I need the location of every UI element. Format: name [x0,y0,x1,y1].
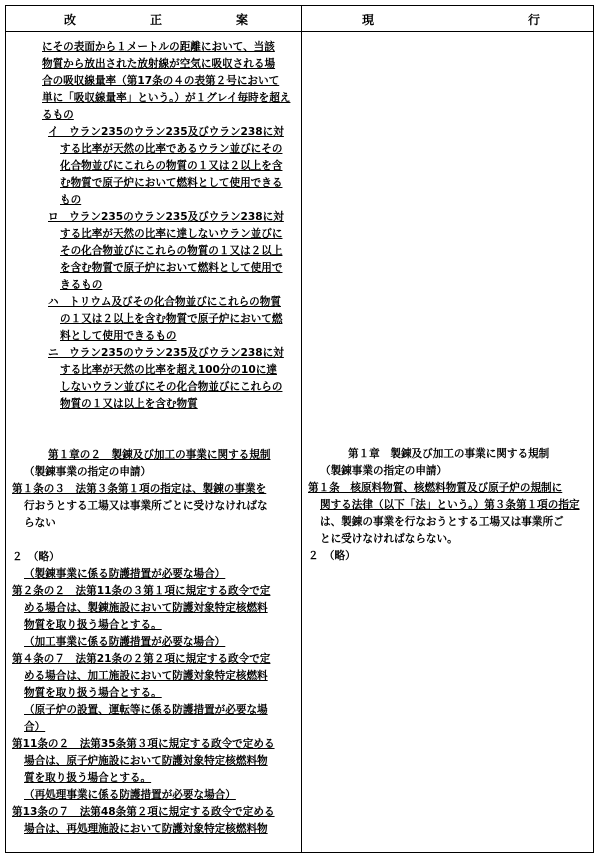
amended-text-line: 第４条の７ 法第21条の２第２項に規定する政令で定 [12,653,271,665]
amended-text-line: （製錬事業の指定の申請） [24,466,152,478]
amended-text-line: 第２条の２ 法第11条の３第１項に規定する政令で定 [12,585,271,597]
amended-text-line: しないウラン並びにその化合物並びにこれらの [60,381,283,393]
amended-text-line: する比率が天然の比率であるウラン並びにその [60,143,283,155]
amended-text-line [12,430,296,447]
amended-text-line: 第13条の７ 法第48条第２項に規定する政令で定める [12,806,275,818]
comparison-table [5,5,594,853]
current-text-line: （製錬事業の指定の申請） [320,465,448,477]
amended-text-line: ニ ウラン235のウラン235及びウラン238に対 [48,347,284,359]
header-left-char-2: 正 [150,13,164,27]
amended-text-line: 物質を取り扱う場合とする。 [24,687,162,699]
amended-text-line: らない [24,517,56,529]
amended-text-line: （再処理事業に係る防護措置が必要な場合） [24,789,236,801]
amended-text-line [12,413,296,430]
header-right-char-2: 行 [528,13,542,27]
table-header [6,6,593,32]
amended-text-line: 合の吸収線量率（第17条の４の表第２号において [42,75,280,87]
header-right-char-1: 現 [362,13,376,27]
amended-text-line: イ ウラン235のウラン235及びウラン238に対 [48,126,284,138]
amended-text-line: 単に「吸収線量率」という。）が１グレイ毎時を超え [42,92,291,104]
amended-text-line: （製錬事業に係る防護措置が必要な場合） [24,568,226,580]
amended-text-line: ２ （略） [12,551,60,563]
amended-text-line: （原子炉の設置、運転等に係る防護措置が必要な場 [24,704,268,716]
current-text-line: 第１章 製錬及び加工の事業に関する規制 [348,448,550,460]
amended-text-line: るもの [42,109,74,121]
amended-text-line: 第１条の３ 法第３条第１項の指定は、製錬の事業を [12,483,267,495]
amended-text-line: 物質を取り扱う場合とする。 [24,619,162,631]
amended-text-line: 行おうとする工場又は事業所ごとに受けなければな [24,500,268,512]
amended-text-line: 物質の１又は以上を含む物質 [60,398,198,410]
current-text-line: とに受けなければならない。 [320,533,458,545]
header-left-char-1: 改 [64,13,78,27]
amended-text-line: ハ トリウム及びその化合物並びにこれらの物質 [48,296,281,308]
amended-text-line: 場合は、原子炉施設において防護対象特定核燃料物 [24,755,268,767]
amended-text-line: する比率が天然の比率を超え100分の10に達 [60,364,277,376]
current-text-line: は、製錬の事業を行なおうとする工場又は事業所ご [320,516,564,528]
amended-text-line: 第11条の２ 法第35条第３項に規定する政令で定める [12,738,275,750]
current-text-line: ２ （略） [308,550,356,562]
current-text-column [308,446,590,565]
amended-text-line: の１又は２以上を含む物質で原子炉において燃 [60,313,283,325]
amended-text-line: その化合物並びにこれらの物質の１又は２以上 [60,245,283,257]
amended-text-line: （加工事業に係る防護措置が必要な場合） [24,636,226,648]
amended-text-line: 化合物並びにこれらの物質の１又は２以上を含 [60,160,283,172]
amended-text-line: 場合は、再処理施設において防護対象特定核燃料物 [24,823,268,835]
amended-text-line: める場合は、加工施設において防護対象特定核燃料 [24,670,268,682]
amended-text-line: 質を取り扱う場合とする。 [24,772,152,784]
amended-text-line [12,532,296,549]
amended-text-line: ロ ウラン235のウラン235及びウラン238に対 [48,211,284,223]
amended-text-line: にその表面から１メートルの距離において、当該 [42,41,275,53]
header-left-char-3: 案 [236,13,250,27]
amended-text-line: きるもの [60,279,103,291]
amended-text-line: 物質から放出された放射線が空気に吸収される場 [42,58,276,70]
amended-text-column [12,39,296,838]
amended-text-line: 第１章の２ 製錬及び加工の事業に関する規制 [48,449,271,461]
amended-text-line: 合） [24,721,46,733]
amended-text-line: 料として使用できるもの [60,330,177,342]
current-text-line: 関する法律（以下「法」という。）第３条第１項の指定 [320,499,580,511]
column-divider [301,6,302,852]
amended-text-line: もの [60,194,82,206]
current-text-line: 第１条 核原料物質、核燃料物質及び原子炉の規制に [308,482,563,494]
amended-text-line: める場合は、製錬施設において防護対象特定核燃料 [24,602,268,614]
amended-text-line: む物質で原子炉において燃料として使用できる [60,177,283,189]
amended-text-line: を含む物質で原子炉において燃料として使用で [60,262,283,274]
amended-text-line: する比率が天然の比率に達しないウラン並びに [60,228,283,240]
